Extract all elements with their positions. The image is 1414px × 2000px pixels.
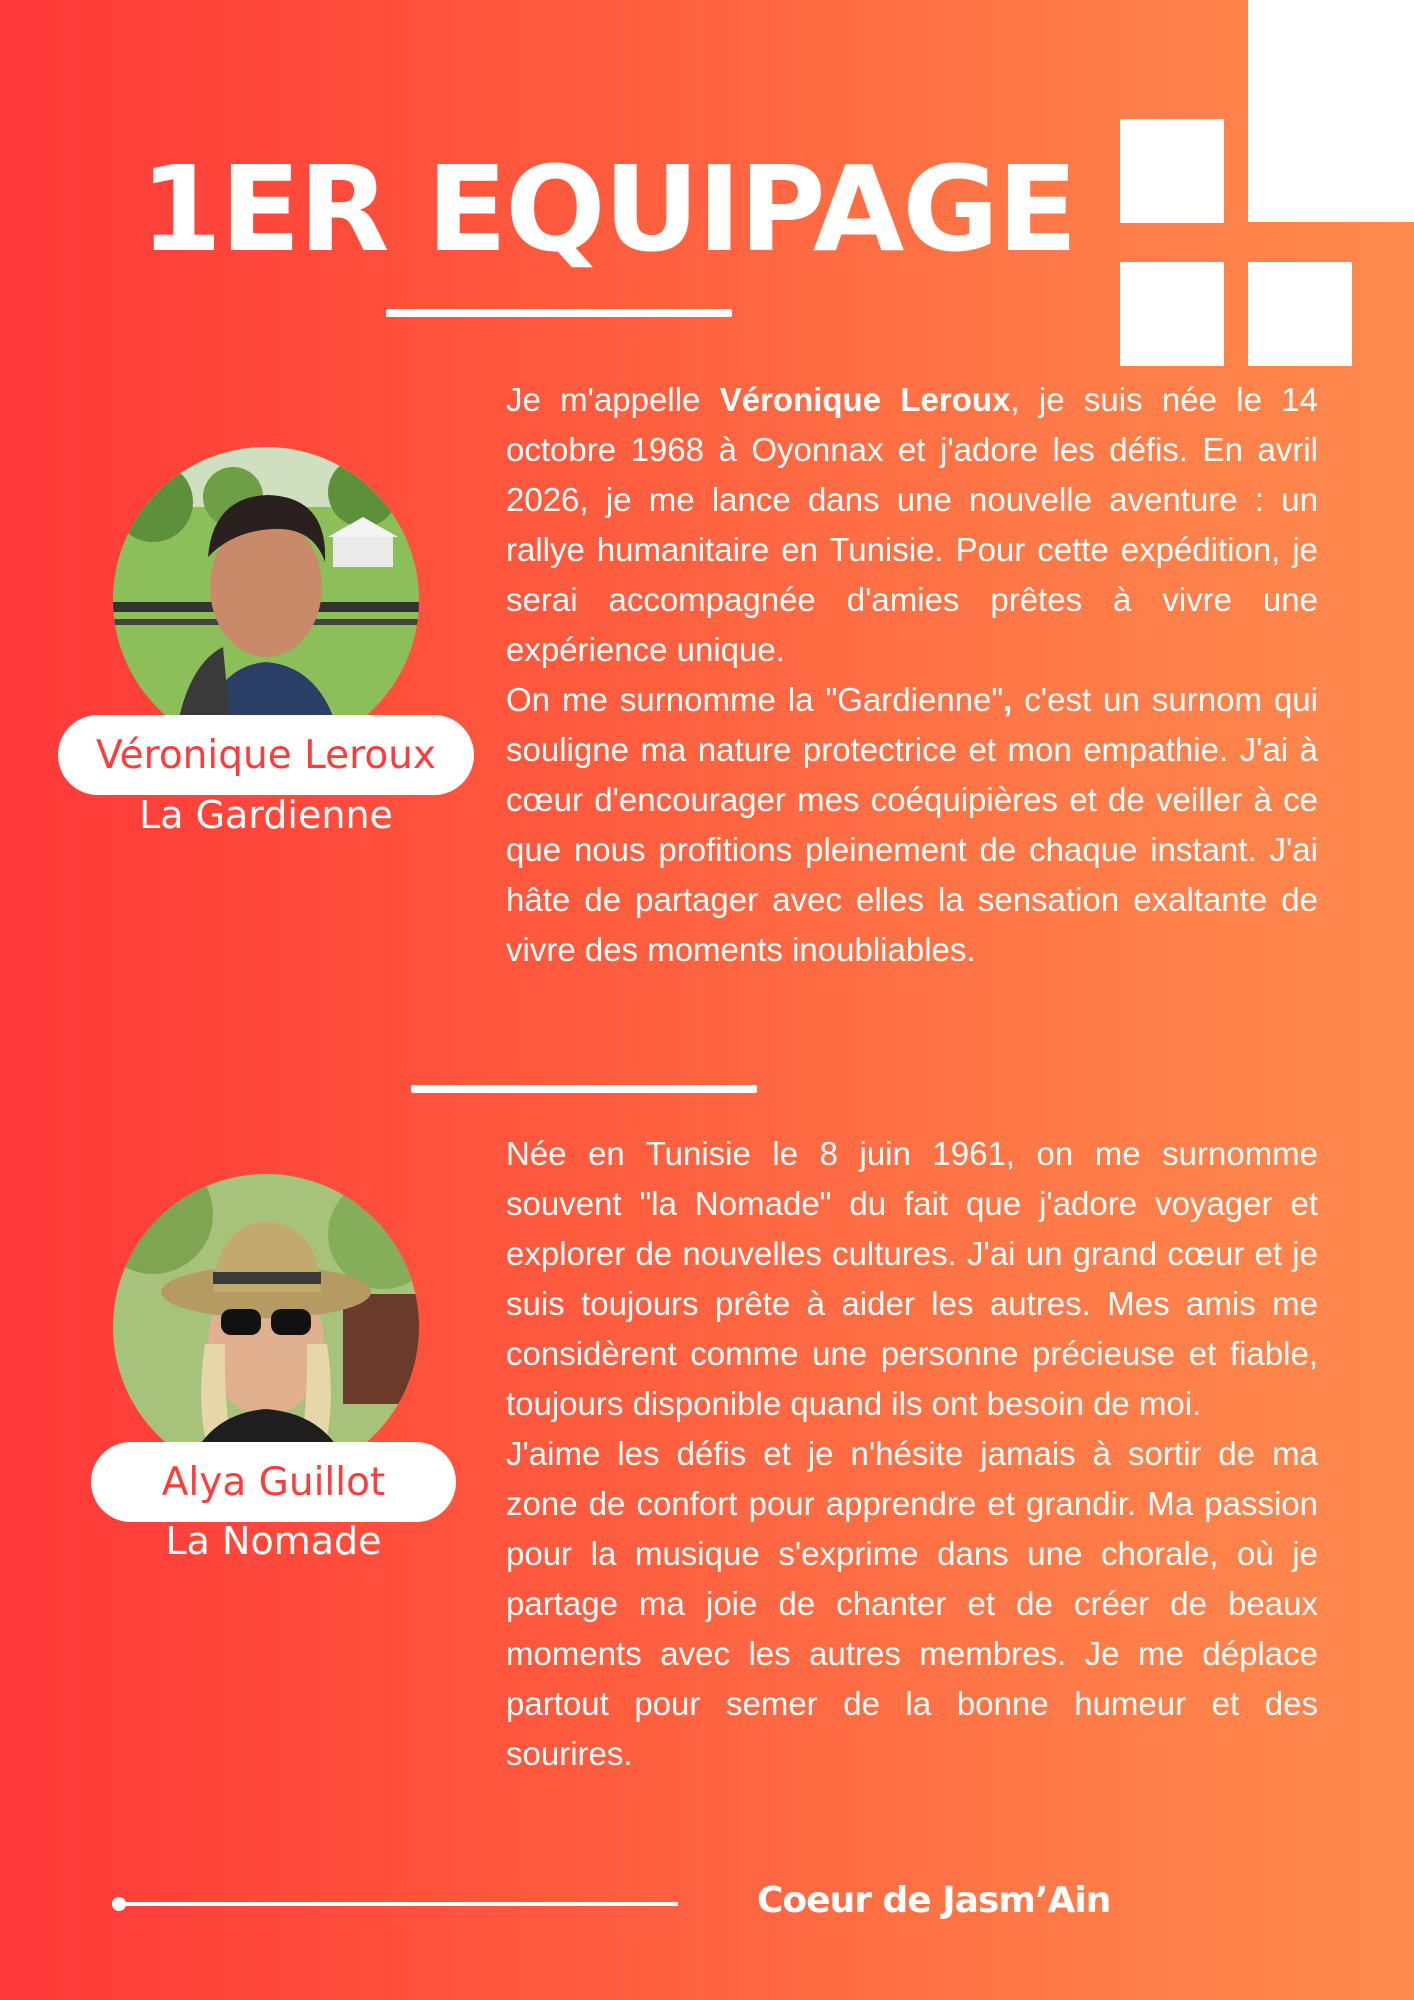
bio-paragraph: Née en Tunisie le 8 juin 1961, on me surnomme souvent "la Nomade" du fait que j'adore voyager et explorer de nouvelles cultures. J'ai un grand cœur et je suis toujours prête à aider les autres. Mes amis me considèrent comme une personne précieuse et fiable, toujours disponible quand ils ont besoin de moi.	[506, 1135, 1318, 1422]
section-divider	[411, 1085, 757, 1093]
member-bio	[506, 1129, 1318, 1779]
footer-brand: Coeur de Jasm’Ain	[757, 1880, 1111, 1921]
avatar-photo	[113, 1174, 419, 1480]
member-name-badge: Véronique Leroux	[58, 715, 474, 795]
footer-line	[112, 1902, 678, 1906]
avatar-photo	[113, 447, 419, 753]
member-nickname: La Gardienne	[139, 793, 393, 837]
decor-square-3	[1248, 262, 1352, 366]
member-bio	[506, 375, 1318, 975]
portrait-image	[113, 1174, 419, 1480]
bio-paragraph: Je m'appelle Véronique Leroux, je suis née le 14 octobre 1968 à Oyonnax et j'adore les défis. En avril 2026, je me lance dans une nouvelle aventure : un rallye humanitaire en Tunisie. Pour cette expédition, je serai accompagnée d'amies prêtes à vivre une expérience unique.	[506, 381, 1318, 668]
decor-square-2	[1120, 262, 1224, 366]
page-title: 1ER EQUIPAGE	[140, 140, 1076, 278]
bio-paragraph: On me surnomme la "Gardienne", c'est un surnom qui souligne ma nature protectrice et mon empathie. J'ai à cœur d'encourager mes coéquipières et de veiller à ce que nous profitions pleinement de chaque instant. J'ai hâte de partager avec elles la sensation exaltante de vivre des moments inoubliables.	[506, 681, 1318, 968]
title-underline	[386, 309, 732, 317]
bio-highlight-name: Véronique Leroux	[719, 381, 1011, 418]
portrait-image	[113, 447, 419, 753]
footer-dot	[112, 1897, 126, 1911]
member-name-badge: Alya Guillot	[91, 1442, 456, 1522]
decor-square-1	[1120, 119, 1224, 223]
bio-paragraph: J'aime les défis et je n'hésite jamais à sortir de ma zone de confort pour apprendre et grandir. Ma passion pour la musique s'exprime dans une chorale, où je partage ma joie de chanter et de créer de beaux moments avec les autres membres. Je me déplace partout pour semer de la bonne humeur et des sourires.	[506, 1435, 1318, 1772]
decor-square-top-right	[1248, 0, 1414, 222]
member-nickname: La Nomade	[165, 1519, 382, 1563]
